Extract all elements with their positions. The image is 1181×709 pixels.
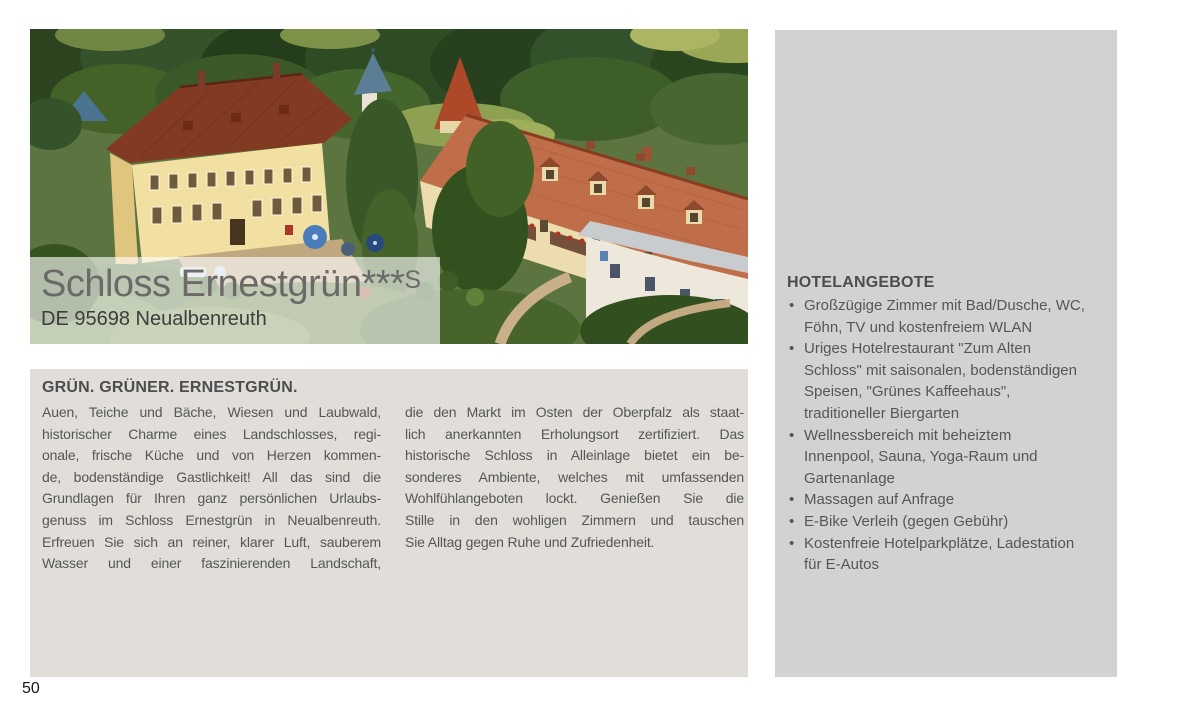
list-item (787, 338, 1111, 424)
page-subtitle: DE 95698 Neualbenreuth (41, 307, 267, 330)
offer-text (804, 511, 1111, 533)
text-line: Auen, Teiche und Bäche, Wiesen und Laubwald, (42, 404, 381, 420)
text-line: Sie Alltag gegen Ruhe und Zufriedenheit. (405, 533, 655, 550)
bullet-icon: • (789, 340, 795, 358)
text-line: lich anerkannten Erholungsort zertifiziert. Das (405, 425, 744, 442)
text-line: Wellnessbereich mit beheiztem (804, 426, 1012, 444)
bullet-icon: • (789, 512, 795, 530)
offer-text (804, 489, 1111, 511)
text-line: Wohlfühlangeboten lockt. Genießen Sie die (405, 490, 744, 507)
text-line: genuss im Schloss Ernestgrün in Neualbenreuth. (42, 511, 381, 528)
text-line: Grundlagen für Ihren ganz persönlichen Urlaubs- (42, 490, 381, 507)
hero-photo (30, 29, 748, 344)
sidebar-heading: HOTELANGEBOTE (787, 274, 935, 291)
description-article (30, 369, 748, 677)
page-number: 50 (22, 680, 40, 697)
offer-text (804, 533, 1111, 576)
text-line: onale, frische Küche und von Herzen kommen- (42, 447, 381, 464)
text-line: traditioneller Biergarten (804, 404, 960, 422)
text-line: historischer Charme eines Landschlosses, regi- (42, 425, 381, 442)
text-line: Schloss" mit saisonalen, bodenständigen (804, 361, 1077, 379)
text-line: de, bodenständige Gastlichkeit! All das sind die (42, 468, 381, 485)
text-line: Massagen auf Anfrage (804, 491, 955, 509)
text-line: sonderes Ambiente, welches mit umfassenden (405, 468, 744, 485)
list-item (787, 489, 1111, 511)
text-line: Erfreuen Sie sich an reiner, klarer Luft, sauberem (42, 533, 381, 550)
list-item (787, 425, 1111, 490)
text-line: Innenpool, Sauna, Yoga-Raum und (804, 448, 1038, 466)
text-line: Wasser und einer faszinierenden Landschaft, (42, 555, 381, 572)
superior-classification: S (404, 266, 422, 294)
offer-text (804, 338, 1111, 424)
page-title: Schloss Ernestgrün***$^S$ (41, 263, 422, 305)
list-item (787, 511, 1111, 533)
article-column-2 (405, 402, 744, 575)
list-item (787, 295, 1111, 338)
bullet-icon: • (789, 534, 795, 552)
article-column-1 (42, 402, 381, 575)
text-line: Gartenanlage (804, 469, 895, 487)
text-line: für E-Autos (804, 556, 880, 574)
title-overlay (30, 257, 440, 344)
text-line: Stille in den wohligen Zimmern und tauschen (405, 511, 744, 528)
text-line: E-Bike Verleih (gegen Gebühr) (804, 512, 1009, 530)
list-item (787, 533, 1111, 576)
text-line: Uriges Hotelrestaurant "Zum Alten (804, 340, 1032, 358)
offer-text (804, 425, 1111, 490)
text-line: Großzügige Zimmer mit Bad/Dusche, WC, (804, 297, 1085, 314)
offer-list (787, 295, 1111, 576)
offer-text (804, 295, 1111, 338)
bullet-icon: • (789, 297, 795, 314)
text-line: Föhn, TV und kostenfreiem WLAN (804, 318, 1033, 336)
bullet-icon: • (789, 426, 795, 444)
article-columns (42, 402, 744, 575)
text-line: die den Markt im Osten der Oberpfalz als staat- (405, 404, 744, 420)
bullet-icon: • (789, 491, 795, 509)
text-line: historische Schloss in Alleinlage bietet ein be- (405, 447, 744, 464)
offers-sidebar (775, 30, 1117, 677)
text-line: Speisen, "Grünes Kaffeehaus", (804, 383, 1011, 401)
text-line: Kostenfreie Hotelparkplätze, Ladestation (804, 534, 1075, 552)
article-heading: GRÜN. GRÜNER. ERNESTGRÜN. (42, 379, 298, 396)
